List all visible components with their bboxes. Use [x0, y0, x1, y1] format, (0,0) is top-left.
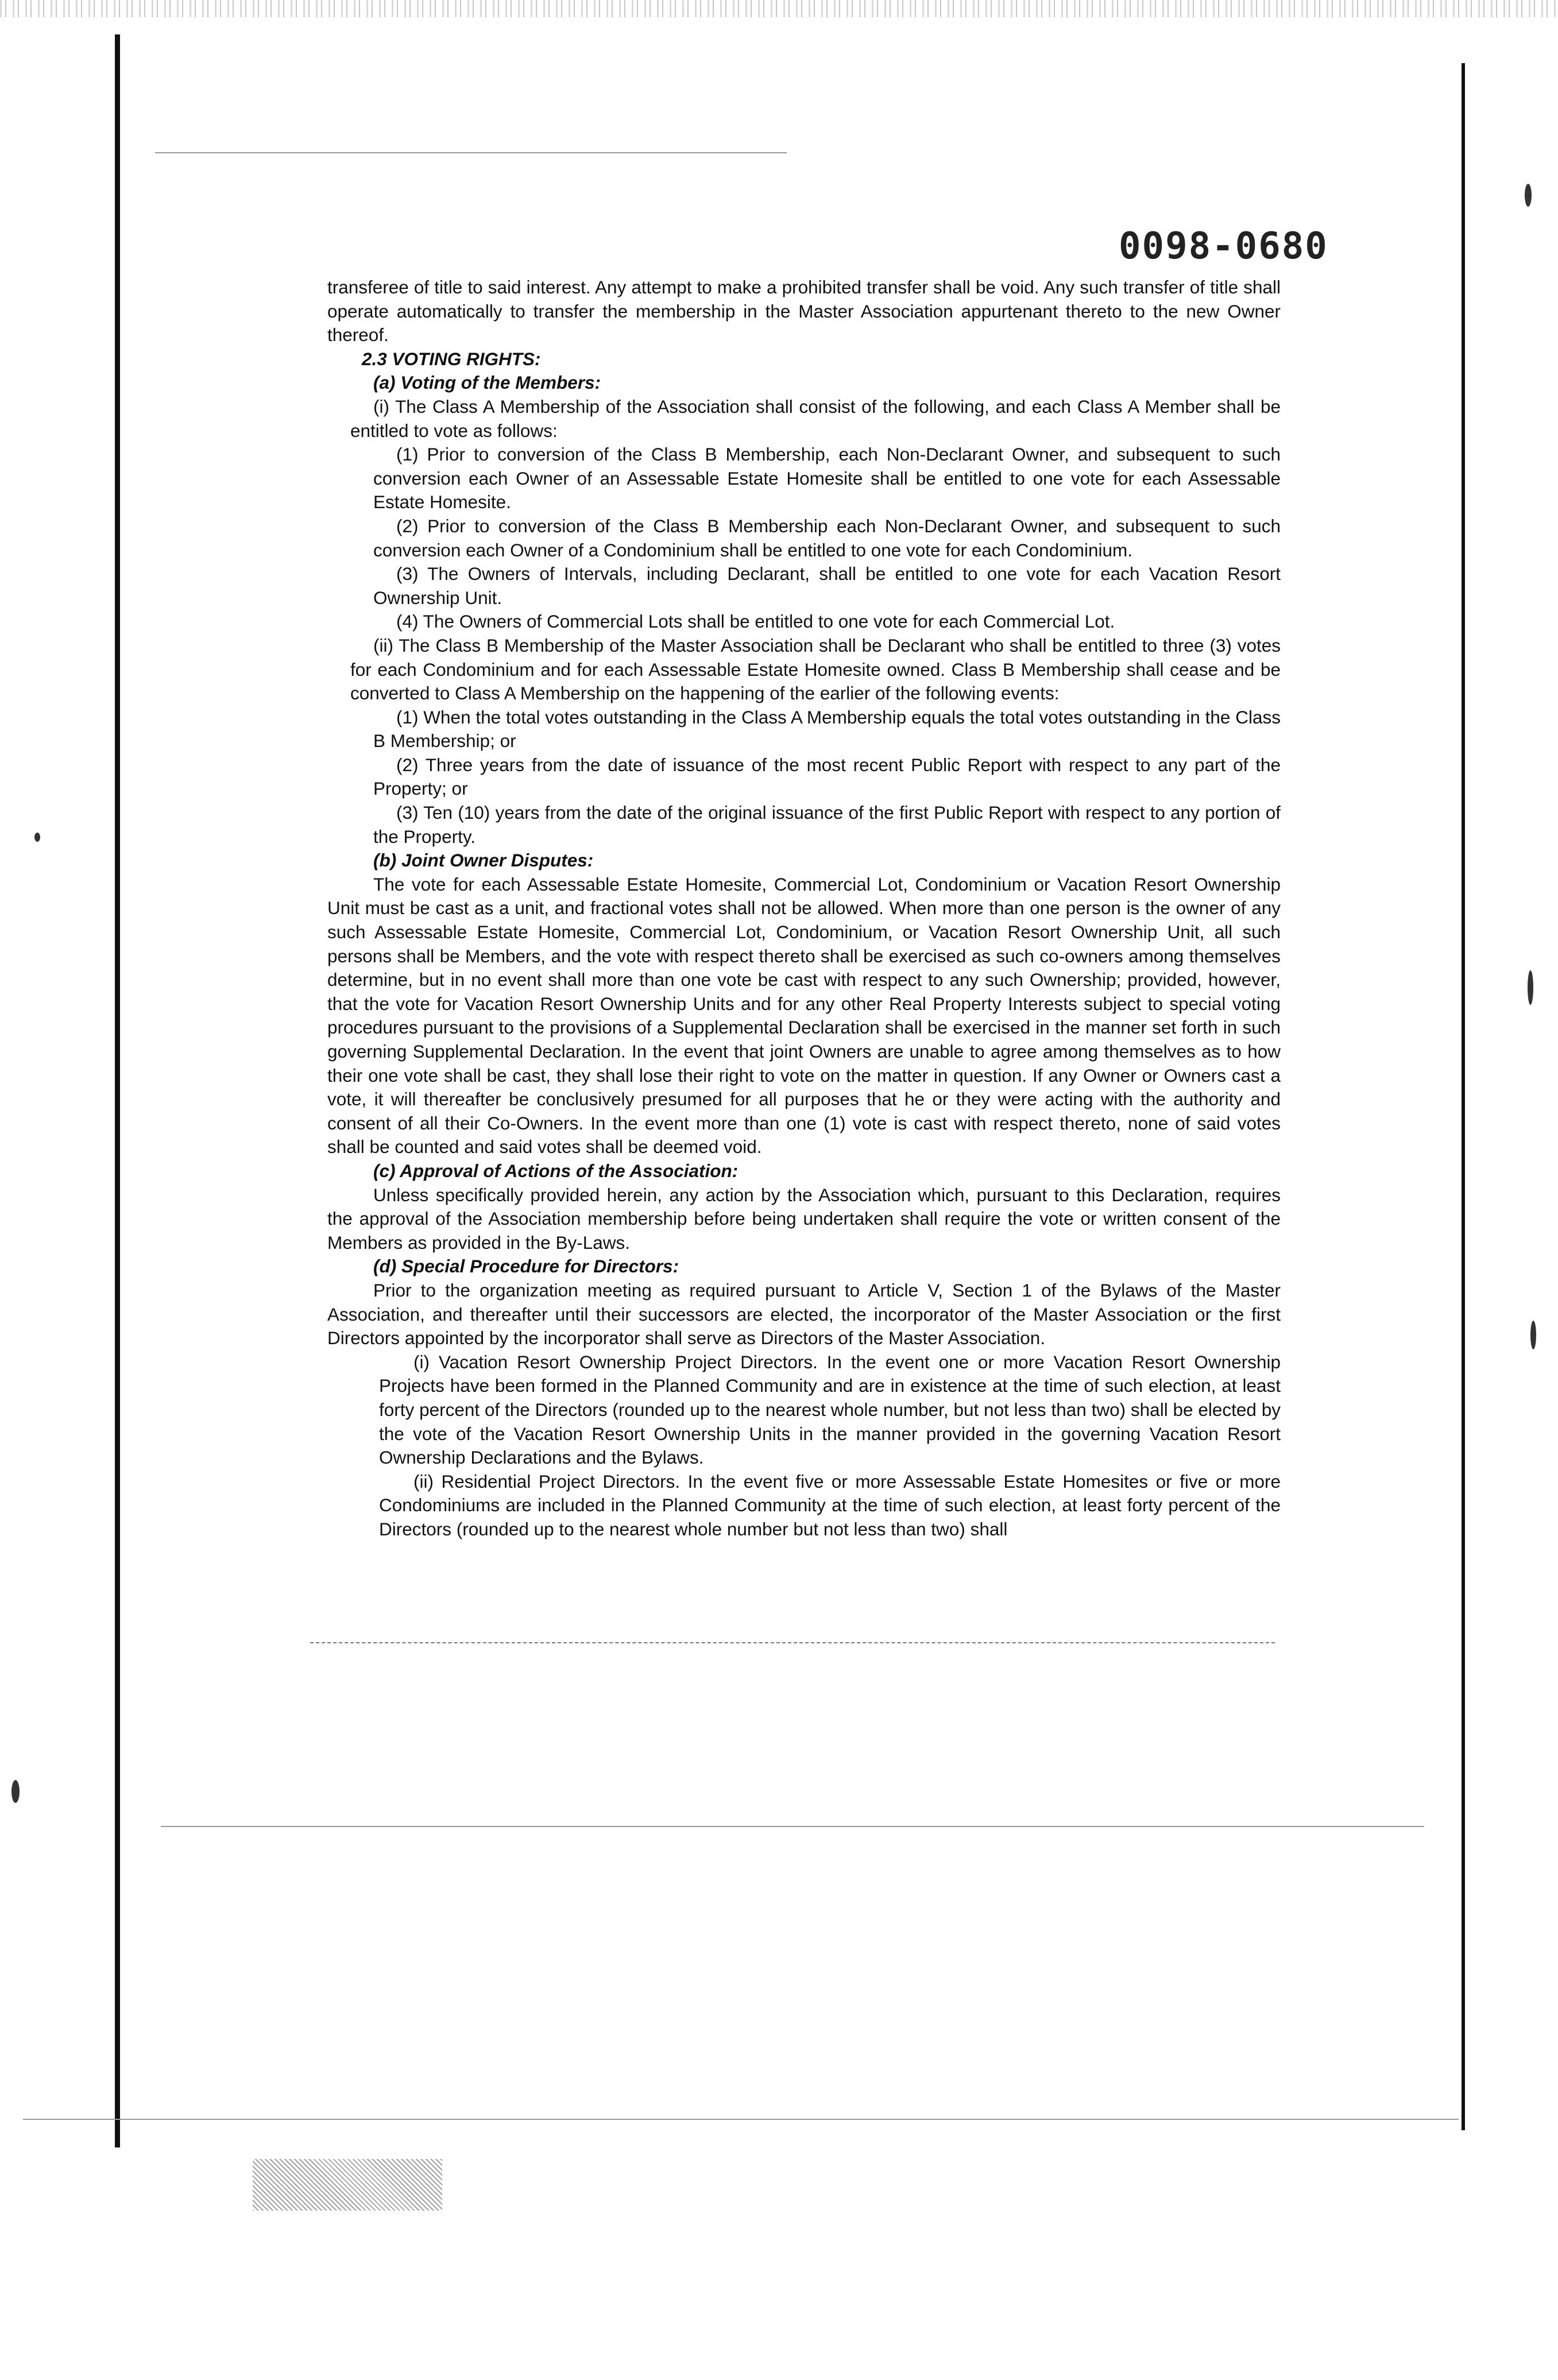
paragraph: transferee of title to said interest. Any attempt to make a prohibited transfer shall be void. Any such transfer of title shall operate automatically to transfer the membership in the Master Association appurtenant thereto to the new Owner thereof. — [327, 277, 1281, 346]
paragraph: Unless specifically provided herein, any action by the Association which, pursuant to this Declaration, requires the approval of the Association membership before being undertaken shall require the vote or written consent of the Members as provided in the By-Laws. — [327, 1184, 1281, 1253]
paragraph: (3) The Owners of Intervals, including Declarant, shall be entitled to one vote for each Vacation Resort Ownership Unit. — [373, 563, 1281, 608]
bottom-rule — [23, 2119, 1459, 2120]
paragraph: (i) The Class A Membership of the Association shall consist of the following, and each Class A Member shall be entitled to vote as follows: — [350, 396, 1281, 441]
document-body — [327, 276, 1281, 1665]
scan-speck — [11, 1780, 20, 1803]
paragraph: (1) When the total votes outstanding in the Class A Membership equals the total votes outstanding in the Class B Membership; or — [373, 706, 1281, 752]
paragraph: (a) Voting of the Members: — [373, 372, 601, 393]
document-number: 0098-0680 — [1119, 225, 1328, 268]
scan-speck — [1530, 1321, 1536, 1349]
paragraph: 2.3 VOTING RIGHTS: — [362, 348, 541, 369]
paragraph: (i) Vacation Resort Ownership Project Directors. In the event one or more Vacation Resort Ownership Projects have been formed in the Planned Community and are in existence at the time of such election, at least forty percent of the Directors (rounded up to the nearest whole number, but not less than two) shall be elected by the vote of the Vacation Resort Ownership Units in the manner provided in the governing Vacation Resort Ownership Declarations and the Bylaws. — [379, 1351, 1281, 1468]
top-rule — [155, 152, 787, 153]
paragraph: (d) Special Procedure for Directors: — [373, 1256, 679, 1277]
scan-speck — [1528, 970, 1533, 1005]
paragraph: (3) Ten (10) years from the date of the original issuance of the first Public Report with respect to any portion of the Property. — [373, 802, 1281, 847]
paragraph: (4) The Owners of Commercial Lots shall be entitled to one vote for each Commercial Lot. — [396, 611, 1115, 632]
paragraph: (ii) Residential Project Directors. In the event five or more Assessable Estate Homesites or five or more Condominiums are included in the Planned Community at the time of such election, at least forty percent of the Directors (rounded up to the nearest whole number but not less than two) shall — [379, 1470, 1281, 1539]
paragraph: (b) Joint Owner Disputes: — [373, 850, 594, 871]
scan-smudge — [253, 2159, 442, 2211]
scan-noise-top — [0, 0, 1558, 17]
paragraph: (c) Approval of Actions of the Association: — [373, 1160, 739, 1181]
text-end-line — [310, 1642, 1275, 1644]
paragraph: (2) Prior to conversion of the Class B Membership each Non-Declarant Owner, and subsequent to such conversion each Owner of a Condominium shall be entitled to one vote for each Condominium. — [373, 515, 1281, 560]
paragraph: (ii) The Class B Membership of the Master Association shall be Declarant who shall be entitled to three (3) votes for each Condominium and for each Assessable Estate Homesite owned. Class B Membership shall cease and be converted to Class A Membership on the happening of the earlier of the following events: — [350, 634, 1281, 704]
paragraph: (1) Prior to conversion of the Class B Membership, each Non-Declarant Owner, and subsequent to such conversion each Owner of an Assessable Estate Homesite shall be entitled to one vote for each Assessable Estate Homesite. — [373, 444, 1281, 513]
scan-speck — [1525, 184, 1532, 207]
paragraph: The vote for each Assessable Estate Homesite, Commercial Lot, Condominium or Vacation Resort Ownership Unit must be cast as a unit, and fractional votes shall not be allowed. When more than one person is the owner of any such Assessable Estate Homesite, Commercial Lot, Condominium, or Vacation Resort Ownership Unit, all such persons shall be Members, and the vote with respect thereto shall be exercised as such co-owners among themselves determine, but in no event shall more than one vote be cast with respect to any such Ownership; provided, however, that the vote for Vacation Resort Ownership Units and for any other Real Property Interests subject to special voting procedures pursuant to the provisions of a Supplemental Declaration shall be exercised in the manner set forth in such governing Supplemental Declaration. In the event that joint Owners are unable to agree among themselves as to how their one vote shall be cast, they shall lose their right to vote on the matter in question. If any Owner or Owners cast a vote, it will thereafter be conclusively presumed for all purposes that he or they were acting with the authority and consent of all their Co-Owners. In the event more than one (1) vote is cast with respect thereto, none of said votes shall be counted and said votes shall be deemed void. — [327, 873, 1281, 1158]
paragraph: Prior to the organization meeting as required pursuant to Article V, Section 1 of the Bylaws of the Master Association, and thereafter until their successors are elected, the incorporator of the Master Association or the first Directors appointed by the incorporator shall serve as Directors of the Master Association. — [327, 1279, 1281, 1349]
right-border-line — [1462, 63, 1465, 2130]
lower-rule — [161, 1826, 1424, 1827]
left-border-line — [115, 34, 120, 2147]
paragraph: (2) Three years from the date of issuance of the most recent Public Report with respect to any part of the Property; or — [373, 754, 1281, 799]
scan-speck — [34, 833, 40, 842]
